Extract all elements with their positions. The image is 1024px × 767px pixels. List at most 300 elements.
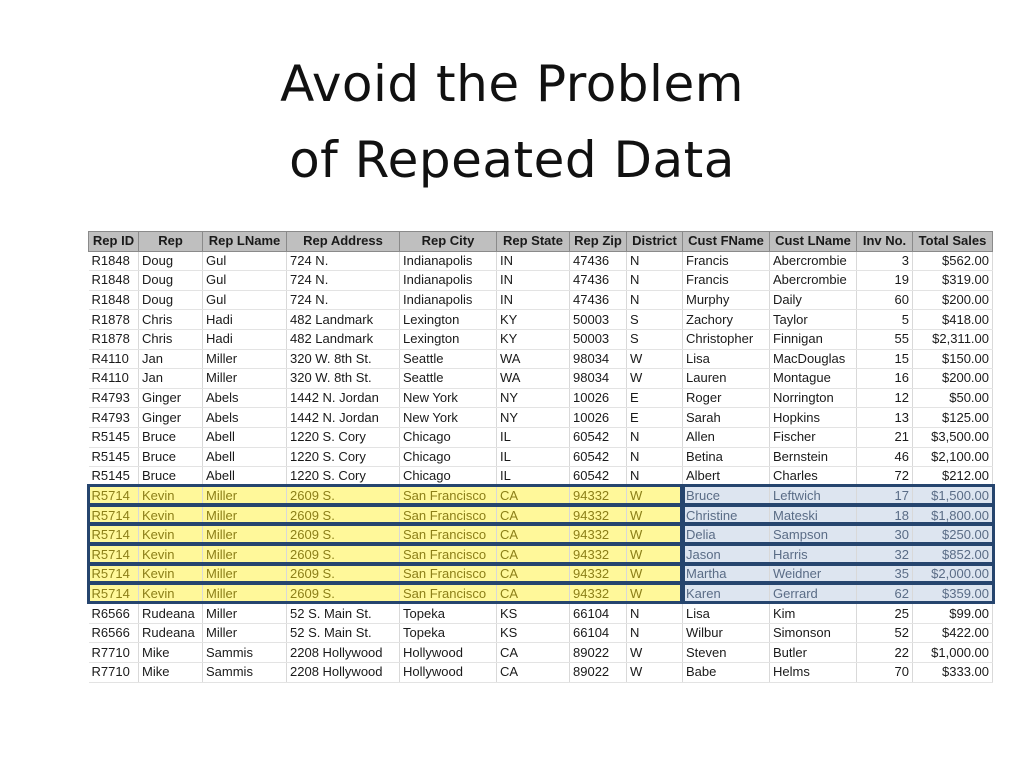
cell-rep-city: Topeka: [400, 604, 497, 624]
table-body: [89, 251, 993, 682]
cell-rep-state: KY: [497, 329, 570, 349]
cell-rep-city: San Francisco: [400, 545, 497, 565]
cell-rep-zip: 94332: [570, 545, 627, 565]
cell-cust-lname: Taylor: [770, 310, 857, 330]
cell-rep-city: Seattle: [400, 369, 497, 389]
cell-total-sales: $2,100.00: [913, 447, 993, 467]
cell-total-sales: $50.00: [913, 388, 993, 408]
column-header-district: District: [627, 232, 683, 252]
cell-rep: Kevin: [139, 525, 203, 545]
cell-rep-zip: 47436: [570, 271, 627, 291]
cell-rep: Rudeana: [139, 623, 203, 643]
cell-rep-lname: Miller: [203, 565, 287, 585]
cell-inv-no: 25: [857, 604, 913, 624]
cell-rep-address: 1220 S. Cory: [287, 427, 400, 447]
cell-rep-address: 724 N.: [287, 251, 400, 271]
cell-cust-fname: Sarah: [683, 408, 770, 428]
cell-cust-fname: Christine: [683, 506, 770, 526]
cell-cust-lname: Fischer: [770, 427, 857, 447]
cell-cust-lname: Daily: [770, 290, 857, 310]
cell-rep-city: San Francisco: [400, 565, 497, 585]
cell-rep-lname: Miller: [203, 369, 287, 389]
cell-rep-zip: 47436: [570, 251, 627, 271]
cell-cust-fname: Jason: [683, 545, 770, 565]
cell-rep-state: WA: [497, 349, 570, 369]
cell-rep-zip: 60542: [570, 447, 627, 467]
cell-total-sales: $250.00: [913, 525, 993, 545]
cell-district: E: [627, 408, 683, 428]
cell-inv-no: 22: [857, 643, 913, 663]
cell-rep-lname: Abell: [203, 447, 287, 467]
cell-rep-city: Lexington: [400, 310, 497, 330]
cell-cust-lname: MacDouglas: [770, 349, 857, 369]
cell-rep-zip: 94332: [570, 525, 627, 545]
cell-district: W: [627, 486, 683, 506]
cell-district: W: [627, 545, 683, 565]
cell-rep-zip: 66104: [570, 604, 627, 624]
cell-total-sales: $319.00: [913, 271, 993, 291]
cell-cust-lname: Sampson: [770, 525, 857, 545]
cell-cust-lname: Harris: [770, 545, 857, 565]
cell-rep-zip: 47436: [570, 290, 627, 310]
cell-rep-zip: 60542: [570, 427, 627, 447]
cell-inv-no: 16: [857, 369, 913, 389]
cell-cust-fname: Christopher: [683, 329, 770, 349]
table-row: [89, 427, 993, 447]
cell-cust-fname: Delia: [683, 525, 770, 545]
cell-rep-state: IN: [497, 290, 570, 310]
column-header-rep-zip: Rep Zip: [570, 232, 627, 252]
cell-rep-city: San Francisco: [400, 584, 497, 604]
sales-table: [88, 231, 993, 683]
cell-total-sales: $99.00: [913, 604, 993, 624]
customer-data-box: [680, 543, 995, 565]
cell-rep: Bruce: [139, 447, 203, 467]
cell-rep-id: R5714: [89, 486, 139, 506]
cell-cust-fname: Wilbur: [683, 623, 770, 643]
cell-cust-fname: Lauren: [683, 369, 770, 389]
cell-cust-lname: Charles: [770, 467, 857, 487]
cell-district: S: [627, 310, 683, 330]
cell-rep-zip: 66104: [570, 623, 627, 643]
cell-rep-address: 320 W. 8th St.: [287, 349, 400, 369]
cell-district: W: [627, 565, 683, 585]
cell-cust-fname: Allen: [683, 427, 770, 447]
cell-rep: Rudeana: [139, 604, 203, 624]
column-header-rep-address: Rep Address: [287, 232, 400, 252]
cell-rep-lname: Miller: [203, 349, 287, 369]
cell-rep-state: CA: [497, 643, 570, 663]
cell-rep-state: KS: [497, 623, 570, 643]
cell-district: N: [627, 604, 683, 624]
cell-rep-address: 320 W. 8th St.: [287, 369, 400, 389]
cell-rep-id: R1848: [89, 251, 139, 271]
cell-rep-id: R4793: [89, 408, 139, 428]
cell-rep-city: Chicago: [400, 427, 497, 447]
cell-rep: Kevin: [139, 506, 203, 526]
cell-district: W: [627, 525, 683, 545]
cell-rep: Chris: [139, 329, 203, 349]
cell-rep-address: 2609 S.: [287, 565, 400, 585]
cell-rep-zip: 50003: [570, 329, 627, 349]
cell-cust-lname: Hopkins: [770, 408, 857, 428]
cell-cust-lname: Gerrard: [770, 584, 857, 604]
cell-rep-lname: Miller: [203, 604, 287, 624]
cell-rep-id: R4110: [89, 369, 139, 389]
cell-rep-city: Hollywood: [400, 643, 497, 663]
cell-rep-address: 1442 N. Jordan: [287, 408, 400, 428]
cell-rep-lname: Miller: [203, 623, 287, 643]
cell-inv-no: 46: [857, 447, 913, 467]
cell-rep-address: 2609 S.: [287, 545, 400, 565]
cell-cust-fname: Steven: [683, 643, 770, 663]
cell-rep-id: R1878: [89, 310, 139, 330]
cell-cust-fname: Albert: [683, 467, 770, 487]
table-row: [89, 271, 993, 291]
cell-district: W: [627, 584, 683, 604]
cell-inv-no: 62: [857, 584, 913, 604]
cell-rep-city: New York: [400, 388, 497, 408]
rep-data-box: [87, 504, 685, 526]
cell-cust-lname: Norrington: [770, 388, 857, 408]
cell-rep-id: R4793: [89, 388, 139, 408]
cell-rep-zip: 94332: [570, 565, 627, 585]
cell-rep-state: NY: [497, 388, 570, 408]
cell-rep-lname: Abell: [203, 427, 287, 447]
cell-inv-no: 12: [857, 388, 913, 408]
cell-inv-no: 52: [857, 623, 913, 643]
rep-data-box: [87, 523, 685, 545]
table-row: [89, 604, 993, 624]
table-row: [89, 329, 993, 349]
cell-rep-lname: Miller: [203, 545, 287, 565]
column-header-rep-id: Rep ID: [89, 232, 139, 252]
customer-data-box: [680, 504, 995, 526]
cell-cust-fname: Lisa: [683, 604, 770, 624]
cell-rep-address: 52 S. Main St.: [287, 604, 400, 624]
cell-inv-no: 15: [857, 349, 913, 369]
table-row: [89, 663, 993, 683]
cell-rep-state: IL: [497, 447, 570, 467]
cell-total-sales: $200.00: [913, 290, 993, 310]
cell-rep-state: IL: [497, 427, 570, 447]
cell-rep-id: R5714: [89, 565, 139, 585]
cell-rep-lname: Abels: [203, 388, 287, 408]
cell-rep: Mike: [139, 663, 203, 683]
cell-rep-address: 1220 S. Cory: [287, 467, 400, 487]
cell-rep-zip: 10026: [570, 388, 627, 408]
cell-rep-id: R6566: [89, 623, 139, 643]
cell-district: W: [627, 369, 683, 389]
cell-rep-zip: 10026: [570, 408, 627, 428]
cell-rep-zip: 50003: [570, 310, 627, 330]
cell-rep-id: R5145: [89, 447, 139, 467]
cell-total-sales: $1,000.00: [913, 643, 993, 663]
cell-rep-city: Hollywood: [400, 663, 497, 683]
rep-data-box: [87, 582, 685, 604]
cell-inv-no: 21: [857, 427, 913, 447]
cell-cust-fname: Babe: [683, 663, 770, 683]
cell-rep-zip: 60542: [570, 467, 627, 487]
table-row: [89, 349, 993, 369]
cell-cust-lname: Leftwich: [770, 486, 857, 506]
cell-cust-fname: Martha: [683, 565, 770, 585]
cell-rep-zip: 98034: [570, 369, 627, 389]
cell-rep-zip: 98034: [570, 349, 627, 369]
cell-cust-lname: Montague: [770, 369, 857, 389]
cell-cust-fname: Murphy: [683, 290, 770, 310]
cell-cust-lname: Abercrombie: [770, 271, 857, 291]
cell-rep-id: R5714: [89, 506, 139, 526]
cell-rep-city: San Francisco: [400, 525, 497, 545]
cell-cust-lname: Abercrombie: [770, 251, 857, 271]
cell-rep-city: New York: [400, 408, 497, 428]
column-header-total-sales: Total Sales: [913, 232, 993, 252]
cell-cust-fname: Zachory: [683, 310, 770, 330]
cell-rep-id: R1878: [89, 329, 139, 349]
cell-total-sales: $1,500.00: [913, 486, 993, 506]
customer-data-box: [680, 563, 995, 585]
cell-total-sales: $562.00: [913, 251, 993, 271]
cell-cust-fname: Lisa: [683, 349, 770, 369]
cell-inv-no: 3: [857, 251, 913, 271]
cell-rep-id: R5145: [89, 427, 139, 447]
cell-rep-id: R7710: [89, 663, 139, 683]
cell-cust-fname: Karen: [683, 584, 770, 604]
cell-rep: Mike: [139, 643, 203, 663]
cell-rep-zip: 94332: [570, 486, 627, 506]
cell-cust-fname: Betina: [683, 447, 770, 467]
cell-rep-lname: Miller: [203, 525, 287, 545]
table-row: [89, 643, 993, 663]
cell-rep-lname: Gul: [203, 290, 287, 310]
cell-district: N: [627, 467, 683, 487]
cell-rep: Doug: [139, 290, 203, 310]
cell-rep-city: Indianapolis: [400, 290, 497, 310]
rep-data-box: [87, 543, 685, 565]
cell-rep-state: CA: [497, 506, 570, 526]
cell-rep-city: Topeka: [400, 623, 497, 643]
cell-rep: Doug: [139, 251, 203, 271]
cell-rep-city: San Francisco: [400, 506, 497, 526]
column-header-cust-lname: Cust LName: [770, 232, 857, 252]
cell-rep-state: CA: [497, 565, 570, 585]
cell-rep-city: Chicago: [400, 447, 497, 467]
cell-rep-zip: 89022: [570, 663, 627, 683]
cell-rep-state: KY: [497, 310, 570, 330]
cell-cust-lname: Kim: [770, 604, 857, 624]
cell-inv-no: 60: [857, 290, 913, 310]
cell-district: E: [627, 388, 683, 408]
cell-inv-no: 35: [857, 565, 913, 585]
slide-title: [0, 46, 1024, 198]
cell-rep-id: R5714: [89, 584, 139, 604]
cell-rep-city: San Francisco: [400, 486, 497, 506]
column-header-inv-no: Inv No.: [857, 232, 913, 252]
cell-rep-lname: Abels: [203, 408, 287, 428]
cell-rep-lname: Sammis: [203, 643, 287, 663]
cell-rep-state: IN: [497, 251, 570, 271]
cell-cust-lname: Mateski: [770, 506, 857, 526]
cell-district: N: [627, 623, 683, 643]
cell-rep-lname: Abell: [203, 467, 287, 487]
customer-data-box: [680, 523, 995, 545]
cell-rep-city: Lexington: [400, 329, 497, 349]
table-row: [89, 369, 993, 389]
cell-total-sales: $212.00: [913, 467, 993, 487]
cell-total-sales: $422.00: [913, 623, 993, 643]
cell-rep-state: CA: [497, 663, 570, 683]
cell-rep-city: Chicago: [400, 467, 497, 487]
slide-title-line-2: of Repeated Data: [289, 131, 735, 189]
cell-rep-id: R1848: [89, 290, 139, 310]
cell-rep-id: R5145: [89, 467, 139, 487]
cell-rep-zip: 94332: [570, 506, 627, 526]
cell-rep-address: 482 Landmark: [287, 310, 400, 330]
cell-rep-id: R5714: [89, 525, 139, 545]
cell-rep: Bruce: [139, 427, 203, 447]
cell-inv-no: 32: [857, 545, 913, 565]
cell-rep-id: R1848: [89, 271, 139, 291]
cell-rep-address: 482 Landmark: [287, 329, 400, 349]
table-header: [89, 232, 993, 252]
cell-rep-lname: Gul: [203, 251, 287, 271]
cell-total-sales: $1,800.00: [913, 506, 993, 526]
cell-cust-lname: Simonson: [770, 623, 857, 643]
cell-rep-address: 2609 S.: [287, 584, 400, 604]
cell-rep-id: R7710: [89, 643, 139, 663]
cell-cust-lname: Helms: [770, 663, 857, 683]
cell-total-sales: $359.00: [913, 584, 993, 604]
cell-inv-no: 30: [857, 525, 913, 545]
cell-cust-fname: Bruce: [683, 486, 770, 506]
cell-inv-no: 55: [857, 329, 913, 349]
cell-rep: Bruce: [139, 467, 203, 487]
cell-rep-zip: 89022: [570, 643, 627, 663]
column-header-rep-state: Rep State: [497, 232, 570, 252]
column-header-rep: Rep: [139, 232, 203, 252]
cell-district: N: [627, 290, 683, 310]
cell-rep-lname: Miller: [203, 486, 287, 506]
cell-rep-lname: Miller: [203, 584, 287, 604]
cell-inv-no: 17: [857, 486, 913, 506]
cell-rep-state: IL: [497, 467, 570, 487]
cell-rep: Jan: [139, 369, 203, 389]
cell-rep: Kevin: [139, 584, 203, 604]
rep-data-box: [87, 563, 685, 585]
table-row: [89, 623, 993, 643]
cell-rep-state: WA: [497, 369, 570, 389]
cell-rep-zip: 94332: [570, 584, 627, 604]
cell-total-sales: $2,000.00: [913, 565, 993, 585]
cell-rep: Kevin: [139, 486, 203, 506]
cell-total-sales: $333.00: [913, 663, 993, 683]
cell-rep-address: 52 S. Main St.: [287, 623, 400, 643]
cell-total-sales: $150.00: [913, 349, 993, 369]
cell-rep-address: 724 N.: [287, 271, 400, 291]
cell-total-sales: $3,500.00: [913, 427, 993, 447]
cell-total-sales: $200.00: [913, 369, 993, 389]
cell-rep: Jan: [139, 349, 203, 369]
cell-district: N: [627, 447, 683, 467]
cell-cust-lname: Bernstein: [770, 447, 857, 467]
table-row: [89, 408, 993, 428]
cell-rep: Doug: [139, 271, 203, 291]
cell-rep: Kevin: [139, 565, 203, 585]
cell-total-sales: $418.00: [913, 310, 993, 330]
cell-inv-no: 5: [857, 310, 913, 330]
cell-rep-address: 2208 Hollywood: [287, 643, 400, 663]
cell-cust-lname: Weidner: [770, 565, 857, 585]
cell-rep-id: R4110: [89, 349, 139, 369]
cell-cust-fname: Francis: [683, 271, 770, 291]
cell-cust-lname: Finnigan: [770, 329, 857, 349]
cell-district: W: [627, 643, 683, 663]
cell-total-sales: $852.00: [913, 545, 993, 565]
table-row: [89, 290, 993, 310]
cell-district: S: [627, 329, 683, 349]
cell-inv-no: 19: [857, 271, 913, 291]
cell-district: N: [627, 271, 683, 291]
cell-rep-id: R5714: [89, 545, 139, 565]
cell-inv-no: 70: [857, 663, 913, 683]
cell-rep: Ginger: [139, 388, 203, 408]
cell-inv-no: 72: [857, 467, 913, 487]
cell-rep-state: CA: [497, 545, 570, 565]
cell-rep-state: NY: [497, 408, 570, 428]
cell-rep-address: 1442 N. Jordan: [287, 388, 400, 408]
header-row: [89, 232, 993, 252]
cell-rep-lname: Hadi: [203, 329, 287, 349]
cell-district: W: [627, 506, 683, 526]
cell-rep-city: Seattle: [400, 349, 497, 369]
cell-total-sales: $2,311.00: [913, 329, 993, 349]
column-header-cust-fname: Cust FName: [683, 232, 770, 252]
cell-rep-lname: Sammis: [203, 663, 287, 683]
cell-rep: Chris: [139, 310, 203, 330]
cell-rep-address: 2609 S.: [287, 506, 400, 526]
cell-rep-address: 1220 S. Cory: [287, 447, 400, 467]
cell-total-sales: $125.00: [913, 408, 993, 428]
table-row: [89, 310, 993, 330]
cell-inv-no: 13: [857, 408, 913, 428]
cell-rep-lname: Hadi: [203, 310, 287, 330]
cell-rep-address: 2208 Hollywood: [287, 663, 400, 683]
cell-rep-state: IN: [497, 271, 570, 291]
cell-district: W: [627, 663, 683, 683]
table-row: [89, 251, 993, 271]
cell-cust-fname: Francis: [683, 251, 770, 271]
cell-rep-address: 2609 S.: [287, 525, 400, 545]
column-header-rep-city: Rep City: [400, 232, 497, 252]
table-row: [89, 388, 993, 408]
cell-rep-address: 724 N.: [287, 290, 400, 310]
cell-cust-lname: Butler: [770, 643, 857, 663]
cell-rep-state: CA: [497, 486, 570, 506]
cell-rep-address: 2609 S.: [287, 486, 400, 506]
customer-data-box: [680, 484, 995, 506]
cell-rep-lname: Gul: [203, 271, 287, 291]
cell-rep-id: R6566: [89, 604, 139, 624]
cell-rep-city: Indianapolis: [400, 271, 497, 291]
cell-rep: Kevin: [139, 545, 203, 565]
cell-district: N: [627, 251, 683, 271]
cell-rep-state: CA: [497, 584, 570, 604]
rep-data-box: [87, 484, 685, 506]
cell-inv-no: 18: [857, 506, 913, 526]
customer-data-box: [680, 582, 995, 604]
cell-rep-lname: Miller: [203, 506, 287, 526]
